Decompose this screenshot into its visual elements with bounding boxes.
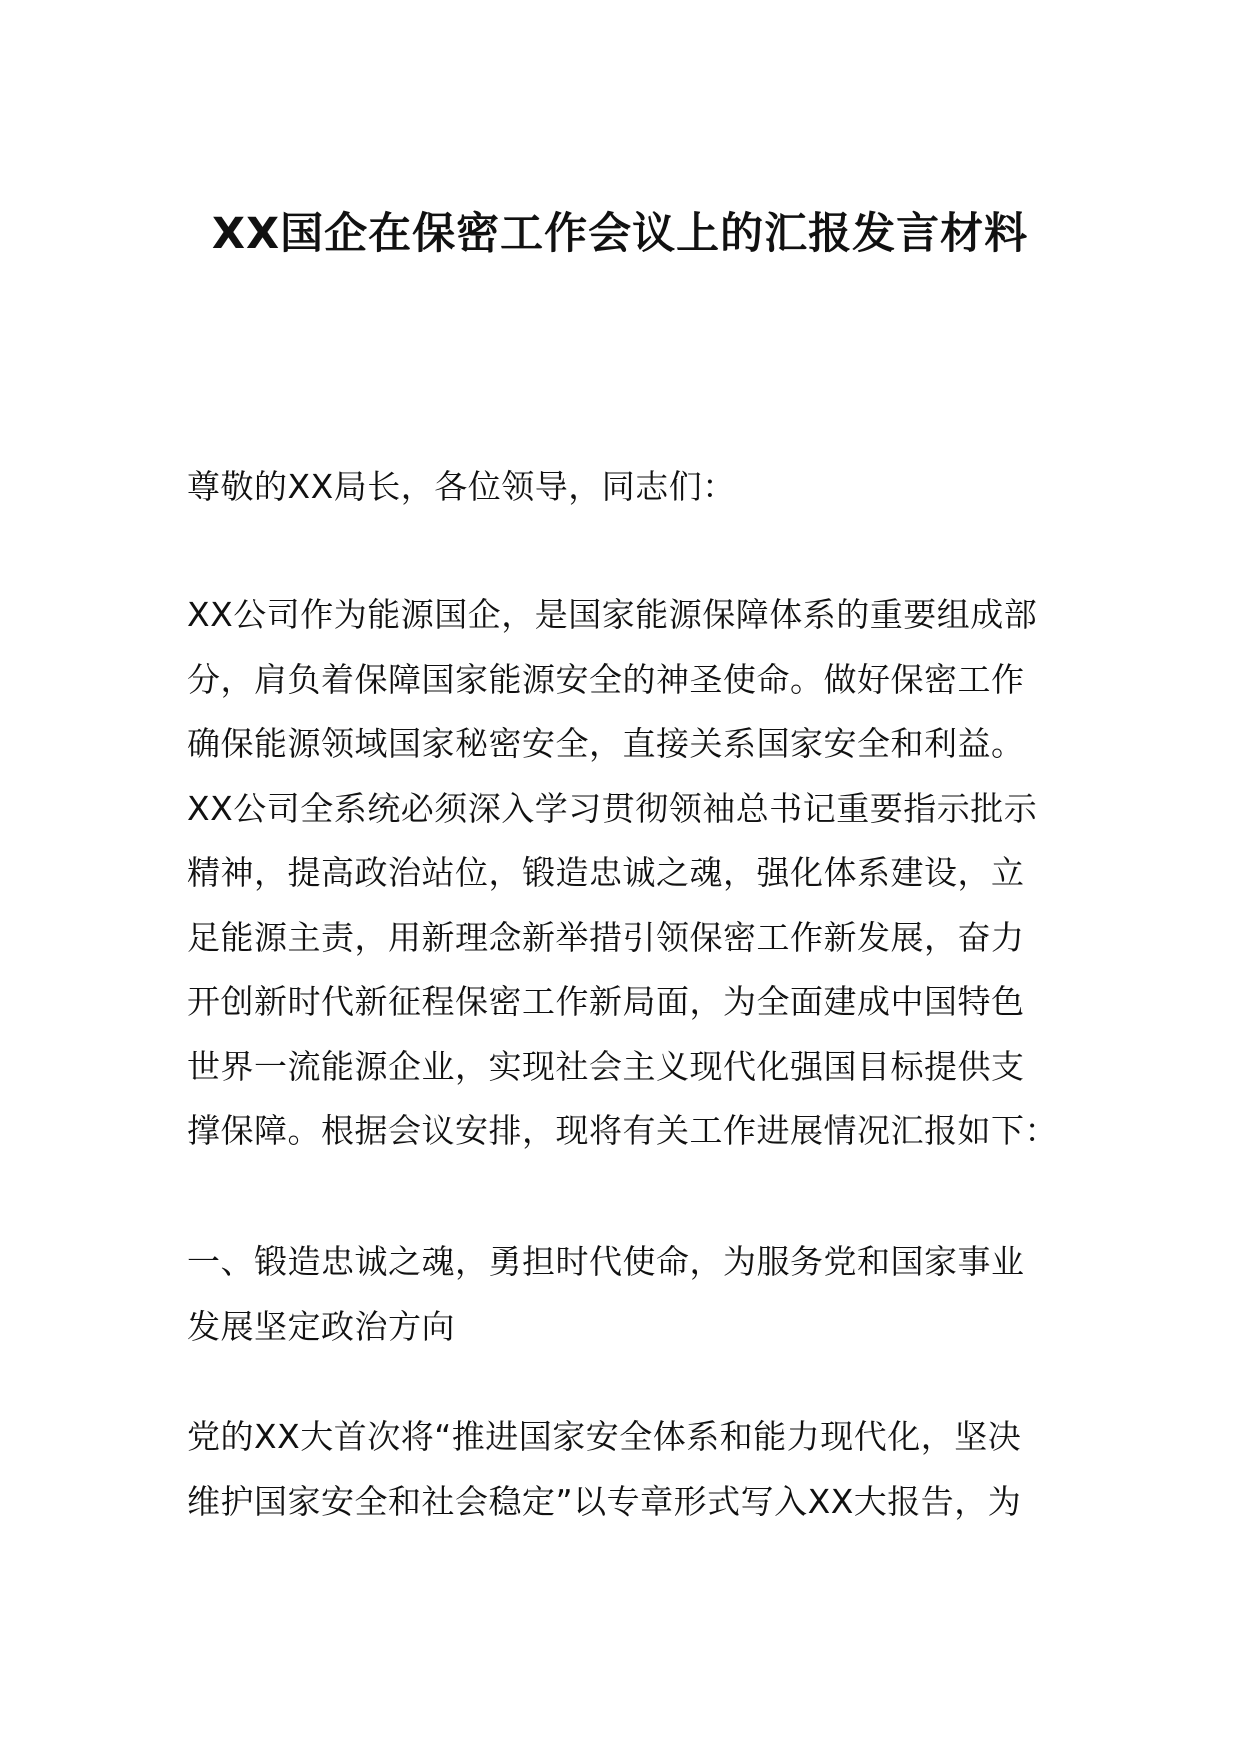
paragraph-line: XX公司全系统必须深入学习贯彻领袖总书记重要指示批示 — [187, 788, 1038, 828]
salutation — [187, 455, 1067, 520]
paragraph-line: 开创新时代新征程保密工作新局面，为全面建成中国特色 — [187, 982, 1025, 1021]
heading-line: 一、锻造忠诚之魂，勇担时代使命，为服务党和国家事业 — [187, 1242, 1025, 1281]
paragraph-line: 确保能源领域国家秘密安全，直接关系国家安全和利益。 — [187, 724, 1025, 763]
paragraph-2 — [187, 1405, 1067, 1534]
section-heading-1 — [187, 1230, 1067, 1359]
document-title: XX国企在保密工作会议上的汇报发言材料 — [211, 209, 1029, 259]
paragraph-line: 分，肩负着保障国家能源安全的神圣使命。做好保密工作 — [187, 659, 1025, 699]
paragraph-line: 精神，提高政治站位，锻造忠诚之魂，强化体系建设，立 — [187, 853, 1025, 892]
paragraph-line: 党的XX大首次将“推进国家安全体系和能力现代化，坚决 — [187, 1417, 1022, 1456]
paragraph-line: XX公司作为能源国企，是国家能源保障体系的重要组成部 — [187, 595, 1038, 634]
heading-line: 发展坚定政治方向 — [187, 1306, 455, 1346]
paragraph-line: 足能源主责，用新理念新举措引领保密工作新发展，奋力 — [187, 917, 1025, 957]
paragraph-line: 维护国家安全和社会稳定”以专章形式写入XX大报告，为 — [187, 1481, 1022, 1521]
salutation-line: 尊敬的XX局长，各位领导，同志们： — [187, 467, 736, 506]
paragraph-line: 撑保障。根据会议安排，现将有关工作进展情况汇报如下： — [187, 1111, 1058, 1150]
paragraph-line: 世界一流能源企业，实现社会主义现代化强国目标提供支 — [187, 1046, 1025, 1086]
paragraph-1 — [187, 583, 1067, 1164]
